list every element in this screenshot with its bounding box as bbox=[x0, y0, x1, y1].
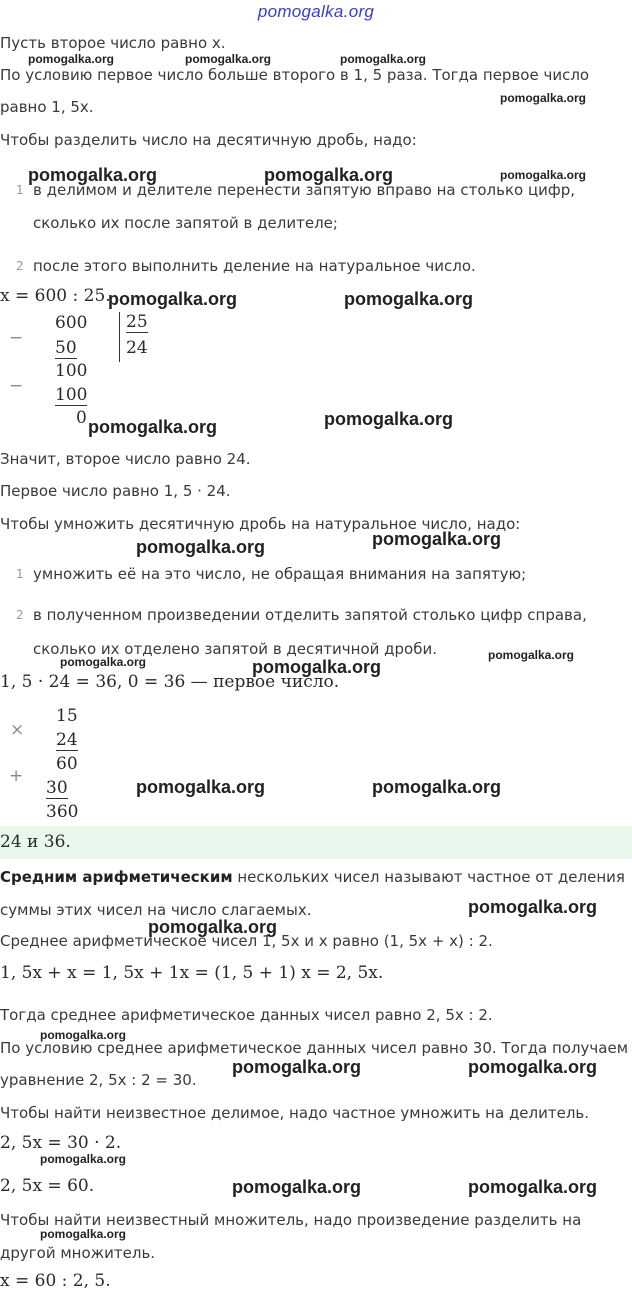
watermark-large: pomogalka.org bbox=[148, 917, 278, 937]
watermark-large: pomogalka.org bbox=[252, 657, 382, 677]
plus-sign: + bbox=[9, 766, 24, 786]
multiplicand: 15 bbox=[56, 706, 78, 726]
watermark-large: pomogalka.org bbox=[344, 289, 474, 309]
equation: 1, 5x + x = 1, 5x + 1x = (1, 5 + 1) x = 2, 5x. bbox=[0, 963, 384, 983]
text-line: суммы этих чисел на число слагаемых. bbox=[0, 901, 312, 919]
answer-box bbox=[0, 826, 632, 859]
equation: x = 600 : 25. bbox=[0, 286, 111, 306]
watermark-large: pomogalka.org bbox=[468, 1177, 598, 1197]
text-line: Значит, второе число равно 24. bbox=[0, 450, 251, 468]
text-line: Чтобы умножить десятичную дробь на натуральное число, надо: bbox=[0, 515, 521, 533]
division-rest: 0 bbox=[76, 408, 87, 428]
list-item: умножить её на это число, не обращая внимания на запятую; bbox=[33, 565, 527, 583]
watermark-large: pomogalka.org bbox=[108, 289, 238, 309]
equation: 2, 5x = 30 · 2. bbox=[0, 1133, 122, 1153]
text-line: Среднее арифметическое чисел 1, 5x и x равно (1, 5x + x) : 2. bbox=[0, 932, 493, 950]
division-bracket bbox=[119, 312, 120, 362]
list-number: 1 bbox=[16, 183, 24, 197]
definition-text: нескольких чисел называют частное от деления bbox=[232, 868, 625, 886]
watermark-small: pomogalka.org bbox=[40, 1028, 127, 1042]
multiplier: 24 bbox=[56, 730, 78, 750]
list-item: после этого выполнить деление на натуральное число. bbox=[33, 257, 476, 275]
division-subtrahend: 100 bbox=[55, 385, 88, 405]
watermark-small: pomogalka.org bbox=[60, 655, 147, 669]
watermark-large: pomogalka.org bbox=[468, 897, 598, 917]
watermark-small: pomogalka.org bbox=[185, 52, 272, 66]
site-header[interactable]: pomogalka.org bbox=[257, 2, 375, 21]
division-quotient: 24 bbox=[126, 338, 148, 358]
answer-text: 24 и 36. bbox=[0, 832, 71, 852]
watermark-small: pomogalka.org bbox=[500, 168, 587, 182]
text-line: равно 1, 5x. bbox=[0, 98, 94, 116]
text-line: Чтобы найти неизвестный множитель, надо произведение разделить на bbox=[0, 1211, 582, 1229]
division-remainder: 100 bbox=[55, 361, 88, 381]
definition-term: Средним арифметическим bbox=[0, 868, 233, 886]
text-line: Пусть второе число равно x. bbox=[0, 34, 226, 52]
list-number: 1 bbox=[16, 567, 24, 581]
watermark-large: pomogalka.org bbox=[88, 417, 218, 437]
watermark-large: pomogalka.org bbox=[136, 537, 266, 557]
product-result: 360 bbox=[46, 802, 79, 822]
watermark-large: pomogalka.org bbox=[468, 1057, 598, 1077]
watermark-large: pomogalka.org bbox=[28, 165, 158, 185]
list-item-continued: сколько их отделено запятой в десятичной дроби. bbox=[33, 640, 437, 658]
minus-sign: − bbox=[9, 376, 24, 396]
division-dividend: 600 bbox=[55, 313, 88, 333]
watermark-large: pomogalka.org bbox=[372, 777, 502, 797]
watermark-large: pomogalka.org bbox=[136, 777, 266, 797]
watermark-small: pomogalka.org bbox=[488, 648, 575, 662]
text-line: Первое число равно 1, 5 · 24. bbox=[0, 482, 231, 500]
times-sign: × bbox=[10, 720, 25, 740]
watermark-large: pomogalka.org bbox=[264, 165, 394, 185]
division-subtrahend: 50 bbox=[55, 338, 77, 358]
watermark-small: pomogalka.org bbox=[500, 91, 587, 105]
text-line bbox=[0, 868, 625, 886]
minus-sign: − bbox=[9, 328, 24, 348]
list-item: в полученном произведении отделить запятой столько цифр справа, bbox=[33, 606, 587, 624]
watermark-large: pomogalka.org bbox=[232, 1177, 362, 1197]
text-line: Тогда среднее арифметическое данных чисел равно 2, 5x : 2. bbox=[0, 1006, 493, 1024]
watermark-small: pomogalka.org bbox=[340, 52, 427, 66]
text-line: Чтобы разделить число на десятичную дробь, надо: bbox=[0, 131, 417, 149]
partial-product: 30 bbox=[46, 778, 68, 798]
watermark-small: pomogalka.org bbox=[40, 1227, 127, 1241]
list-item: в делимом и делителе перенести запятую вправо на столько цифр, bbox=[33, 181, 576, 199]
watermark-small: pomogalka.org bbox=[40, 1152, 127, 1166]
text-line: другой множитель. bbox=[0, 1244, 156, 1262]
equation: x = 60 : 2, 5. bbox=[0, 1271, 111, 1291]
list-item-continued: сколько их после запятой в делителе; bbox=[33, 214, 338, 232]
list-number: 2 bbox=[16, 608, 24, 622]
watermark-small: pomogalka.org bbox=[28, 52, 115, 66]
division-divisor: 25 bbox=[126, 312, 148, 332]
partial-product: 60 bbox=[56, 754, 78, 774]
text-line: Чтобы найти неизвестное делимое, надо частное умножить на делитель. bbox=[0, 1104, 590, 1122]
text-line: По условию среднее арифметическое данных чисел равно 30. Тогда получаем bbox=[0, 1039, 629, 1057]
watermark-large: pomogalka.org bbox=[232, 1057, 362, 1077]
equation: 1, 5 · 24 = 36, 0 = 36 — первое число. bbox=[0, 672, 340, 692]
watermark-large: pomogalka.org bbox=[372, 529, 502, 549]
list-number: 2 bbox=[16, 259, 24, 273]
equation: 2, 5x = 60. bbox=[0, 1176, 95, 1196]
text-line: уравнение 2, 5x : 2 = 30. bbox=[0, 1071, 197, 1089]
text-line: По условию первое число больше второго в 1, 5 раза. Тогда первое число bbox=[0, 66, 590, 84]
watermark-large: pomogalka.org bbox=[324, 409, 454, 429]
